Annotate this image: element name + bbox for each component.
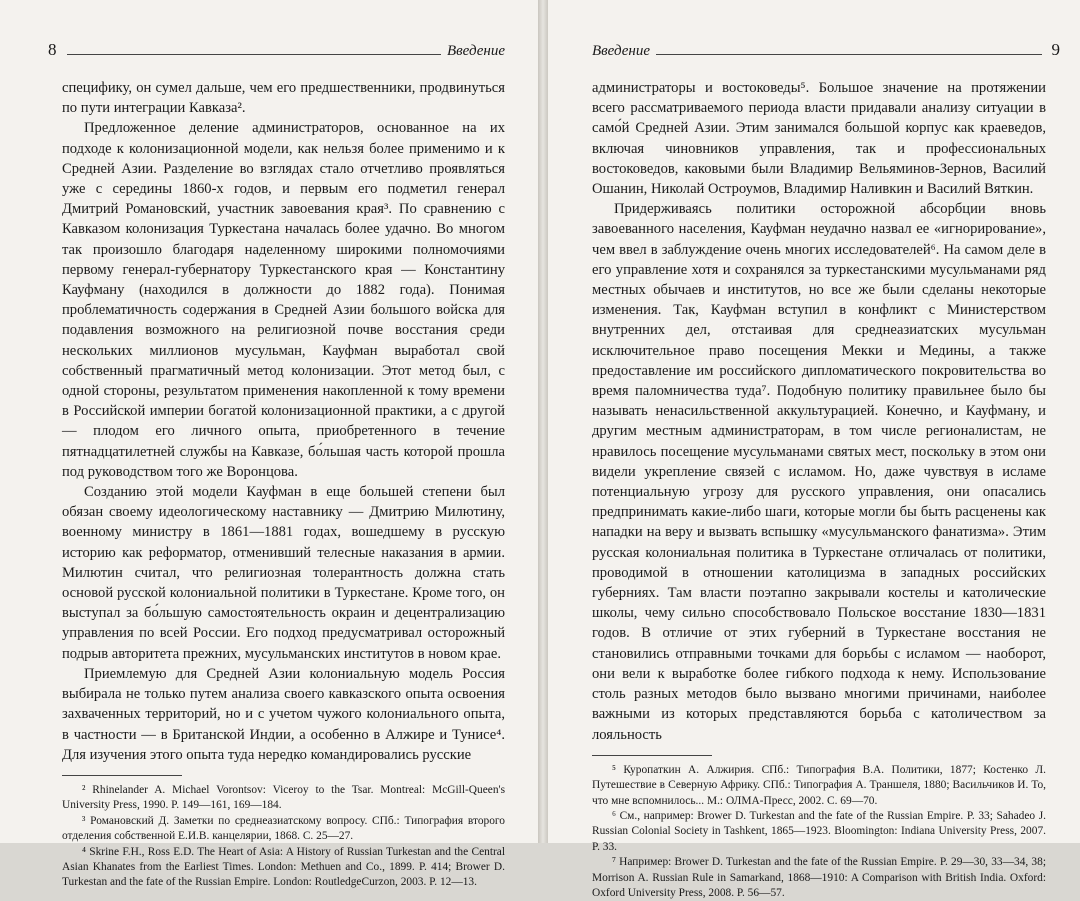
book-gutter	[538, 0, 548, 843]
right-header-title: Введение	[592, 43, 650, 59]
left-page	[0, 0, 538, 889]
left-body-text	[62, 78, 505, 765]
footnote: ³ Романовский Д. Заметки по среднеазиатскому вопросу. СПб.: Типография второго отделения собственной Е.И.В. канцелярии, 1868. С. 25—27.	[62, 814, 505, 843]
footnote: ⁴ Skrine F.H., Ross E.D. The Heart of Asia: A History of Russian Turkestan and the Central Asian Khanates from the Earliest Times. London: Methuen and Co., 1899. P. 414; Brower D. Turkestan and the fate of the Russian Empire. London: RoutledgeCurzon, 2003. P. 12—13.	[62, 845, 505, 889]
left-header-title: Введение	[447, 43, 505, 59]
header-rule	[656, 54, 1042, 55]
paragraph: Придерживаясь политики осторожной абсорбции вновь завоеванного населения, Кауфман неудачно назвал ее «игнорирование», чем ввел в заблуждение очень многих исследователей⁶. На самом деле в его управление хотя и сохранялся за туркестанскими мусульманами ряд местных обычаев и институтов, но все же были сделаны некоторые изменения. Так, Кауфман вступил в конфликт с Министерством внутренних дел, отстаивая для среднеазиатских мусульман исключительное право посещения Мекки и Медины, а также предоставление им российского дипломатического покровительства во время паломничества туда⁷. Подобную политику правильнее было бы называть ненасильственной аккультурацией. Конечно, и Кауфману, и другим местным администраторам, в том числе регионалистам, не нравилось посещение мусульманами святых мест, поскольку в этом они видели укрепление связей с исламом. Но, даже чувствуя в исламе потенциальную угрозу для русского управления, они опасались предпринимать какие-либо шаги, которые могли бы быть расценены как нападки на веру и вызвать вспышку «мусульманского фанатизма». Этим русская колониальная политика в Туркестане отличалась от политики, проводимой в отношении католицизма в западных российских губерниях. Там власти поэтапно закрывали костелы и католические школы, чему сильно способствовало Польское восстание 1830—1831 годов. В отличие от этих губерний в Туркестане восстания не становились отправными точками для борьбы с исламом — наоборот, они вели к выработке более гибкого подхода к нему. Использование столь разных методов было вызвано многими причинами, наиболее важными из которых представляются борьба с католичеством за лояльность	[592, 201, 1046, 743]
footnote: ⁷ Например: Brower D. Turkestan and the fate of the Russian Empire. P. 29—30, 33—34, 38; Morrison A. Russian Rule in Samarkand, 1868—1910: A Comparison with British India. Oxford: Oxford University Press, 2008. P. 56—57.	[592, 856, 1046, 899]
paragraph: администраторы и востоковеды⁵. Большое значение на протяжении всего рассматриваемого периода власти придавали анализу ситуации в само́й Средней Азии. Этим занимался большой корпус как краеведов, включая чиновников управления, так и профессиональных востоковедов, каковыми были Владимир Вельяминов-Зернов, Василий Ошанин, Николай Остроумов, Владимир Наливкин и Василий Вяткин.	[592, 80, 1046, 198]
left-running-head	[48, 40, 505, 66]
left-footnotes	[62, 783, 505, 891]
left-page-number: 8	[48, 40, 57, 59]
right-page-number: 9	[1051, 40, 1060, 59]
right-footnotes	[592, 763, 1046, 901]
paragraph: специфику, он сумел дальше, чем его предшественники, продвинуться по пути интеграции Кавказа².	[62, 80, 505, 117]
footnote-rule	[592, 755, 712, 756]
footnote: ² Rhinelander A. Michael Vorontsov: Viceroy to the Tsar. Montreal: McGill-Queen's University Press, 1990. P. 149—161, 169—184.	[62, 783, 505, 812]
paragraph: Приемлемую для Средней Азии колониальную модель Россия выбирала не только путем анализа своего кавказского опыта освоения захваченных территорий, но и с учетом чужого колониального опыта, в частности — в Британской Индии, а особенно в Алжире и Тунисе⁴. Для изучения этого опыта туда нередко командировались русские	[62, 665, 505, 763]
footnote: ⁶ См., например: Brower D. Turkestan and the fate of the Russian Empire. P. 33; Sahadeo J. Russian Colonial Society in Tashkent, 1865—1923. Bloomington: Indiana University Press, 2007. P. 33.	[592, 809, 1046, 853]
footnote-rule	[62, 775, 182, 776]
right-page	[548, 0, 1080, 899]
header-rule	[67, 54, 442, 55]
footnote: ⁵ Куропаткин А. Алжирия. СПб.: Типография В.А. Политики, 1877; Костенко Л. Путешествие в Северную Африку. СПб.: Типография А. Траншеля, 1880; Васильчиков И. То, что мне вспомнилось... М.: ОЛМА-Пресс, 2002. С. 69—70.	[592, 763, 1046, 807]
paragraph: Созданию этой модели Кауфман в еще большей степени был обязан своему идеологическому наставнику — Дмитрию Милютину, военному министру в 1861—1881 годах, вошедшему в русскую историю как реформатор, отменивший телесные наказания в армии. Милютин считал, что религиозная толерантность должна стать основой русской колониальной политики в Туркестане. Кроме того, он выступал за бо́льшую самостоятельность окраин и децентрализацию управления по всей России. Его подход предусматривал осторожный подрыв авторитета прежних, мусульманских институтов в новом крае.	[62, 484, 505, 662]
right-running-head	[592, 40, 1060, 66]
paragraph: Предложенное деление администраторов, основанное на их подходе к колонизационной модели, как нельзя более применимо и к Средней Азии. Разделение во взглядах стало отчетливо проявляться уже с середины 1860-х годов, и первым его подметил генерал Дмитрий Романовский, участник завоевания края³. По сравнению с Кавказом колонизация Туркестана началась более удачно. Во многом так произошло благодаря наделенному широкими полномочиями первому генерал-губернатору Туркестанского края — Константину Кауфману (находился в должности до 1882 года). Понимая проблематичность содержания в Средней Азии большого войска для подавления возможного на религиозной почве восстания среди нескольких миллионов мусульман, Кауфман выработал свой собственный прагматичный метод колонизации. Этот метод был, с одной стороны, результатом применения накопленной к тому времени в Российской империи богатой колонизационной практики, а с другой — плодом его личного опыта, приобретенного в течение пятнадцатилетней службы на Кавказе, бо́льшая часть которой прошла под руководством того же Воронцова.	[62, 120, 505, 480]
right-body-text	[592, 78, 1046, 745]
